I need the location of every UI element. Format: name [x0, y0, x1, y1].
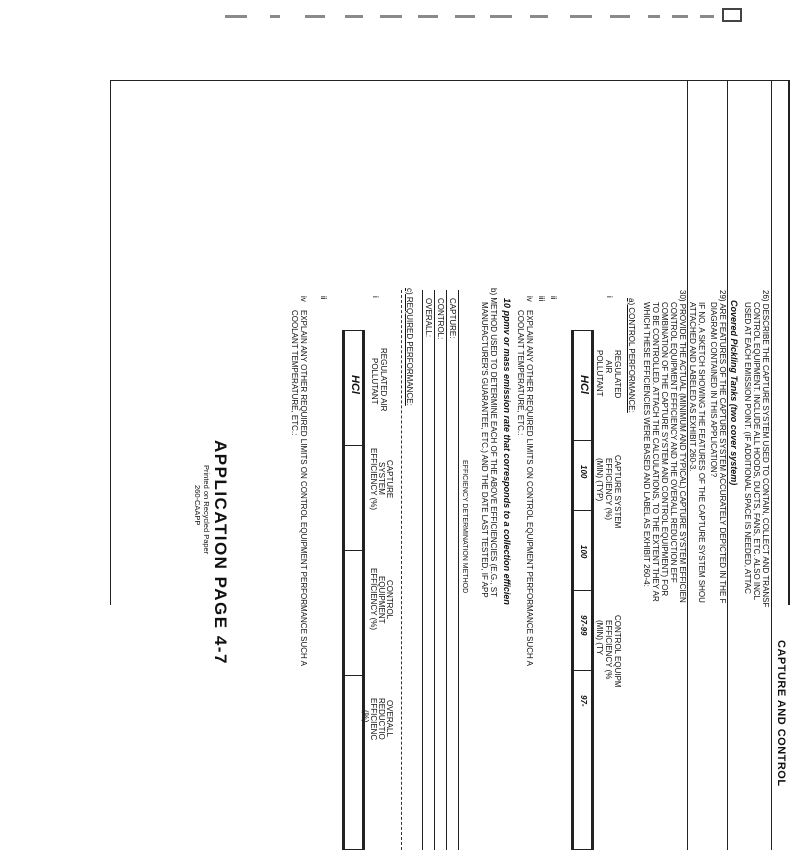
roman-i-c: i — [371, 296, 380, 298]
other-limits-text: EXPLAIN ANY OTHER REQUIRED LIMITS ON CONTROL EQUIPMENT PERFORMANCE SUCH A — [525, 310, 534, 666]
control-min-value: 97-99 — [579, 615, 588, 636]
covered-tanks-answer: Covered Pickling Tanks (two cover system) — [729, 300, 739, 486]
roman-ii: ii — [549, 296, 558, 300]
pollutant-hcl-required: HCl — [349, 375, 361, 394]
pollutant-hcl: HCl — [578, 375, 590, 394]
rotated-form-page: CAPTURE AND CONTROL 26) DESCRIBE THE CAPTURE SYSTEM USED TO CONTAIN, COLLECT AND TRANSF CONTROL EQUIPMENT. INCLUDE ALL HOODS, DUCTS, FANS, ETC. ALSO INCL USED AT EACH EMISSION POINT. (IF ADDITIONAL SPACE IS NEEDED, ATTAC Covered Pickling Tanks (two cover system) 29) ARE FEATURES OF THE CAPTURE SYSTEM ACCURATELY DEPICTED IN THE F DIAGRAM CONTAINED IN THIS APPLICATION? IF NO, A SKETCH SHOWING THE FEATURES OF THE CAPTURE SYSTEM SHOU ATTACHED AND LABELED AS EXHIBIT 260-3. 30) PROVIDE THE ACTUAL (MINIMUM AND TYPICAL) CAPTURE SYSTEM EFFICIEN CONTROL EQUIPMENT EFFICIENCY AND THE OVERALL REDUCTION EFF COMBINATION OF THE CAPTURE SYSTEM AND CONTROL EQUIPMENT) FOR TO BE CONTROLLED. ATTACH THE CALCULATIONS, TO THE EXTENT THEY AR WHICH THESE EFFICIENCIES WERE BASED AND LABEL AS EXHIBIT 260-4: a) CONTROL PERFORMANCE: i REGULATED AIR POLLUTANT CAPTURE SYSTEM EFFICIENCY (%) (MIN) (TYP) CONTROL EQUIPM EFFICIENCY (% (MIN) (TY HCl 100 100 97-99 97- ii iii iv EXPLAIN ANY OTHER REQUIRED LIMITS ON CONTROL EQUIPMENT PERFORMANCE SUCH A COOLANT TEMPERATURE, ETC.: 10 ppmv or mass emission rate that corresponds to a collection efficien b) METHOD USED TO DETERMINE EACH OF THE ABOVE EFFICIENCIES (E.G., ST MANUFACTURER'S GUARANTEE, ETC.) AND THE DATE LAST TESTED, IF APP EFFICIENCY DETERMINATION METHOD CAPTURE: CONTROL: OVERALL: c) REQUIRED PERFORMANCE: i REGULATED AIR POLLUTANT CAPTURE SYSTEM EFFICIENCY (%) CONTROL EQUIPMENT EFFICIENCY (%) OVERALL REDUCTIO EFFICIENC (%) HCl ii iv EXPLAIN ANY OTHER REQUIRED LIMITS ON CONTROL EQUIPMENT PERFORMANCE SUCH A COOLANT TEMPERATURE, ETC.: APPLICATION PAGE 4-7 Printed on Recycled Paper 260-CAAPP — [110, 80, 790, 850]
form-code: 260-CAAPP — [193, 485, 202, 526]
roman-i: i — [605, 296, 614, 298]
item-26-text: 26) DESCRIBE THE CAPTURE SYSTEM USED TO CONTAIN, COLLECT AND TRANSF — [761, 290, 770, 608]
other-limits-text-2: EXPLAIN ANY OTHER REQUIRED LIMITS ON CONTROL EQUIPMENT PERFORMANCE SUCH A — [299, 310, 308, 666]
printed-on-recycled: Printed on Recycled Paper — [202, 465, 211, 555]
efficiency-method-header: EFFICIENCY DETERMINATION METHOD — [461, 460, 468, 594]
section-header: CAPTURE AND CONTROL — [775, 640, 787, 787]
roman-iv: iv — [525, 296, 534, 302]
application-page-title: APPLICATION PAGE 4-7 — [211, 440, 230, 665]
efficiency-row-capture: CAPTURE: — [448, 298, 457, 339]
item-29-text: 29) ARE FEATURES OF THE CAPTURE SYSTEM ACCURATELY DEPICTED IN THE F — [718, 290, 727, 604]
capture-min-value: 100 — [579, 465, 588, 479]
roman-iii: iii — [537, 296, 546, 302]
efficiency-row-control: CONTROL: — [436, 298, 445, 340]
emission-rate-answer: 10 ppmv or mass emission rate that corresponds to a collection efficien — [502, 298, 512, 605]
scan-artifact-strip — [0, 0, 800, 40]
roman-iv-c: iv — [299, 296, 308, 302]
capture-typ-value: 100 — [579, 545, 588, 559]
item-30-text: 30) PROVIDE THE ACTUAL (MINIMUM AND TYPICAL) CAPTURE SYSTEM EFFICIEN — [678, 290, 687, 603]
efficiency-row-overall: OVERALL: — [424, 298, 433, 338]
roman-ii-c: ii — [319, 296, 328, 300]
required-performance-heading: c) REQUIRED PERFORMANCE: — [405, 288, 414, 406]
control-typ-value: 97- — [579, 695, 588, 707]
control-performance-heading: a) CONTROL PERFORMANCE: — [627, 298, 636, 413]
required-performance-row — [342, 330, 365, 850]
method-text: b) METHOD USED TO DETERMINE EACH OF THE ABOVE EFFICIENCIES (E.G., ST — [489, 288, 498, 597]
